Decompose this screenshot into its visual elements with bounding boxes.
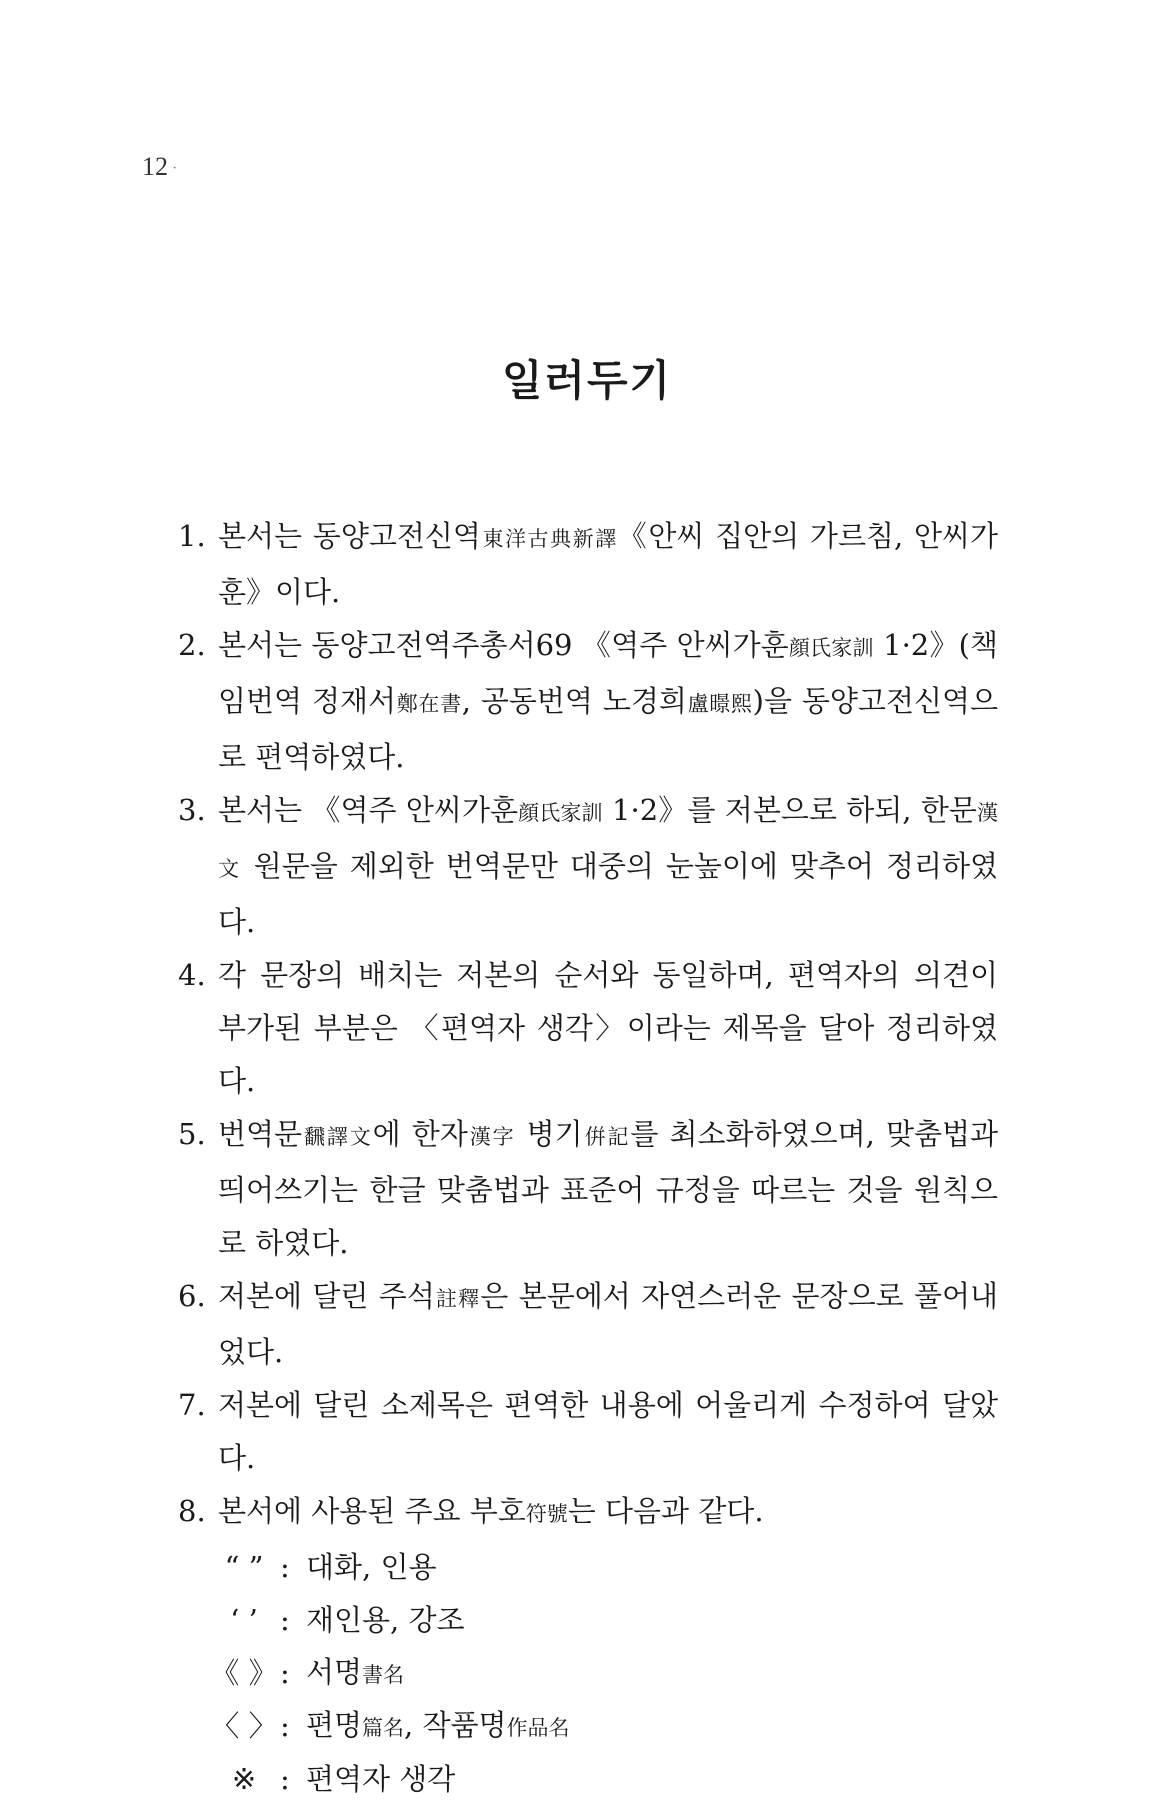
text-segment: 본서에 사용된 주요 부호 (218, 1494, 526, 1528)
text-segment: 1·2》(책임번역 정재서 (218, 628, 999, 718)
symbol-row (208, 1594, 998, 1647)
hanja-gloss: 東洋古典新譯 (480, 527, 618, 551)
list-item (178, 619, 998, 784)
symbol-mark: ‘ ’ (230, 1603, 258, 1637)
hanja-gloss: 飜譯文 (302, 1125, 373, 1149)
text-segment: 병기 (515, 1117, 583, 1151)
hanja-gloss: 鄭在書 (396, 692, 462, 716)
page-number (142, 152, 177, 182)
symbol-mark: 〈 〉 (210, 1709, 278, 1743)
text-segment: , 작품명 (404, 1707, 507, 1742)
item-text (218, 1270, 998, 1379)
text-segment: 원문을 제외한 번역문만 대중의 눈높이에 맞추어 정리하였다. (218, 849, 998, 939)
page-number-dot: · (172, 160, 178, 178)
text-segment: 본서는 동양고전역주총서69 《역주 안씨가훈 (218, 628, 789, 662)
text-segment: 를 최소화하였으며, 맞춤법과 띄어쓰기는 한글 맞춤법과 표준어 규정을 따르는 것을 원칙으로 하였다. (218, 1117, 999, 1260)
item-text (218, 619, 998, 784)
text-segment: 대화, 인용 (306, 1550, 437, 1584)
item-number: 8. (178, 1494, 206, 1528)
item-number: 2. (178, 628, 206, 662)
symbol-row (208, 1753, 998, 1806)
page-title: 일러두기 (501, 356, 673, 405)
text-segment: 는 다음과 같다. (567, 1494, 764, 1528)
symbol-colon: : (280, 1603, 290, 1637)
symbol-colon: : (280, 1550, 290, 1584)
item-text (218, 1379, 998, 1485)
list-item (178, 510, 998, 619)
text-segment: 은 본문에서 자연스러운 문장으로 풀어내었다. (218, 1279, 998, 1369)
text-segment: 본서는 《역주 안씨가훈 (218, 793, 518, 827)
text-segment: 에 한자 (372, 1117, 468, 1151)
item-number: 3. (178, 793, 206, 827)
item-text (218, 1108, 998, 1270)
symbol-meaning (306, 1753, 455, 1806)
item-text (218, 784, 998, 949)
text-segment: , 공동번역 노경희 (461, 684, 687, 718)
text-segment: 저본에 달린 소제목은 편역한 내용에 어울리게 수정하여 달았다. (218, 1388, 998, 1475)
item-text (218, 949, 998, 1108)
hanja-gloss: 符號 (525, 1502, 568, 1526)
symbol-meaning (306, 1541, 437, 1594)
symbol-row (208, 1541, 998, 1594)
text-segment: 각 문장의 배치는 저본의 순서와 동일하며, 편역자의 의견이 부가된 부분은 〈편역자 생각〉이라는 제목을 달아 정리하였다. (218, 958, 998, 1098)
symbol-mark: 《 》 (210, 1656, 278, 1690)
text-segment: 저본에 달린 주석 (218, 1279, 435, 1313)
list-item (178, 1270, 998, 1379)
symbol-mark: “ ” (224, 1550, 264, 1584)
list-item (178, 784, 998, 949)
notes-list (178, 510, 998, 1806)
symbol-colon: : (280, 1656, 290, 1690)
text-segment: 《안씨 집안의 가르침, 안씨가훈》이다. (218, 519, 998, 609)
item-number: 4. (178, 958, 206, 992)
item-number: 1. (178, 519, 206, 553)
symbol-colon: : (280, 1762, 290, 1796)
hanja-gloss: 漢文 (218, 801, 998, 881)
item-text (218, 1485, 998, 1541)
hanja-gloss: 顔氏家訓 (788, 636, 874, 660)
text-segment: 1·2》를 저본으로 하되, 한문 (602, 793, 977, 827)
symbol-legend (208, 1541, 998, 1806)
item-number: 6. (178, 1279, 206, 1313)
hanja-gloss: 漢字 (467, 1125, 516, 1149)
symbol-meaning (306, 1699, 570, 1755)
list-item (178, 1108, 998, 1270)
item-number: 7. (178, 1388, 206, 1422)
hanja-gloss: 倂記 (582, 1125, 631, 1149)
text-segment: 재인용, 강조 (306, 1603, 465, 1637)
hanja-gloss: 作品名 (506, 1715, 570, 1740)
symbol-mark: ※ (231, 1762, 257, 1796)
hanja-gloss: 書名 (362, 1662, 405, 1687)
list-item (178, 1379, 998, 1485)
symbol-row (208, 1647, 998, 1700)
hanja-gloss: 盧暻熙 (686, 692, 753, 716)
numbered-items (178, 510, 998, 1541)
list-item (178, 1485, 998, 1541)
hanja-gloss: 篇名 (362, 1715, 405, 1740)
text-segment: 본서는 동양고전신역 (218, 519, 481, 553)
symbol-meaning (306, 1646, 404, 1702)
text-segment: 번역문 (218, 1117, 303, 1151)
symbol-row (208, 1700, 998, 1753)
hanja-gloss: 註釋 (434, 1287, 481, 1311)
text-segment: 편명 (306, 1707, 363, 1742)
symbol-meaning (306, 1594, 465, 1647)
list-item (178, 949, 998, 1108)
item-number: 5. (178, 1117, 206, 1151)
item-text (218, 510, 998, 619)
text-segment: 편역자 생각 (306, 1762, 456, 1796)
text-segment: )을 동양고전신역으로 편역하였다. (218, 684, 999, 774)
page-number-value: 12 (142, 152, 168, 181)
text-segment: 서명 (306, 1654, 363, 1689)
hanja-gloss: 顔氏家訓 (517, 801, 603, 825)
symbol-colon: : (280, 1709, 290, 1743)
